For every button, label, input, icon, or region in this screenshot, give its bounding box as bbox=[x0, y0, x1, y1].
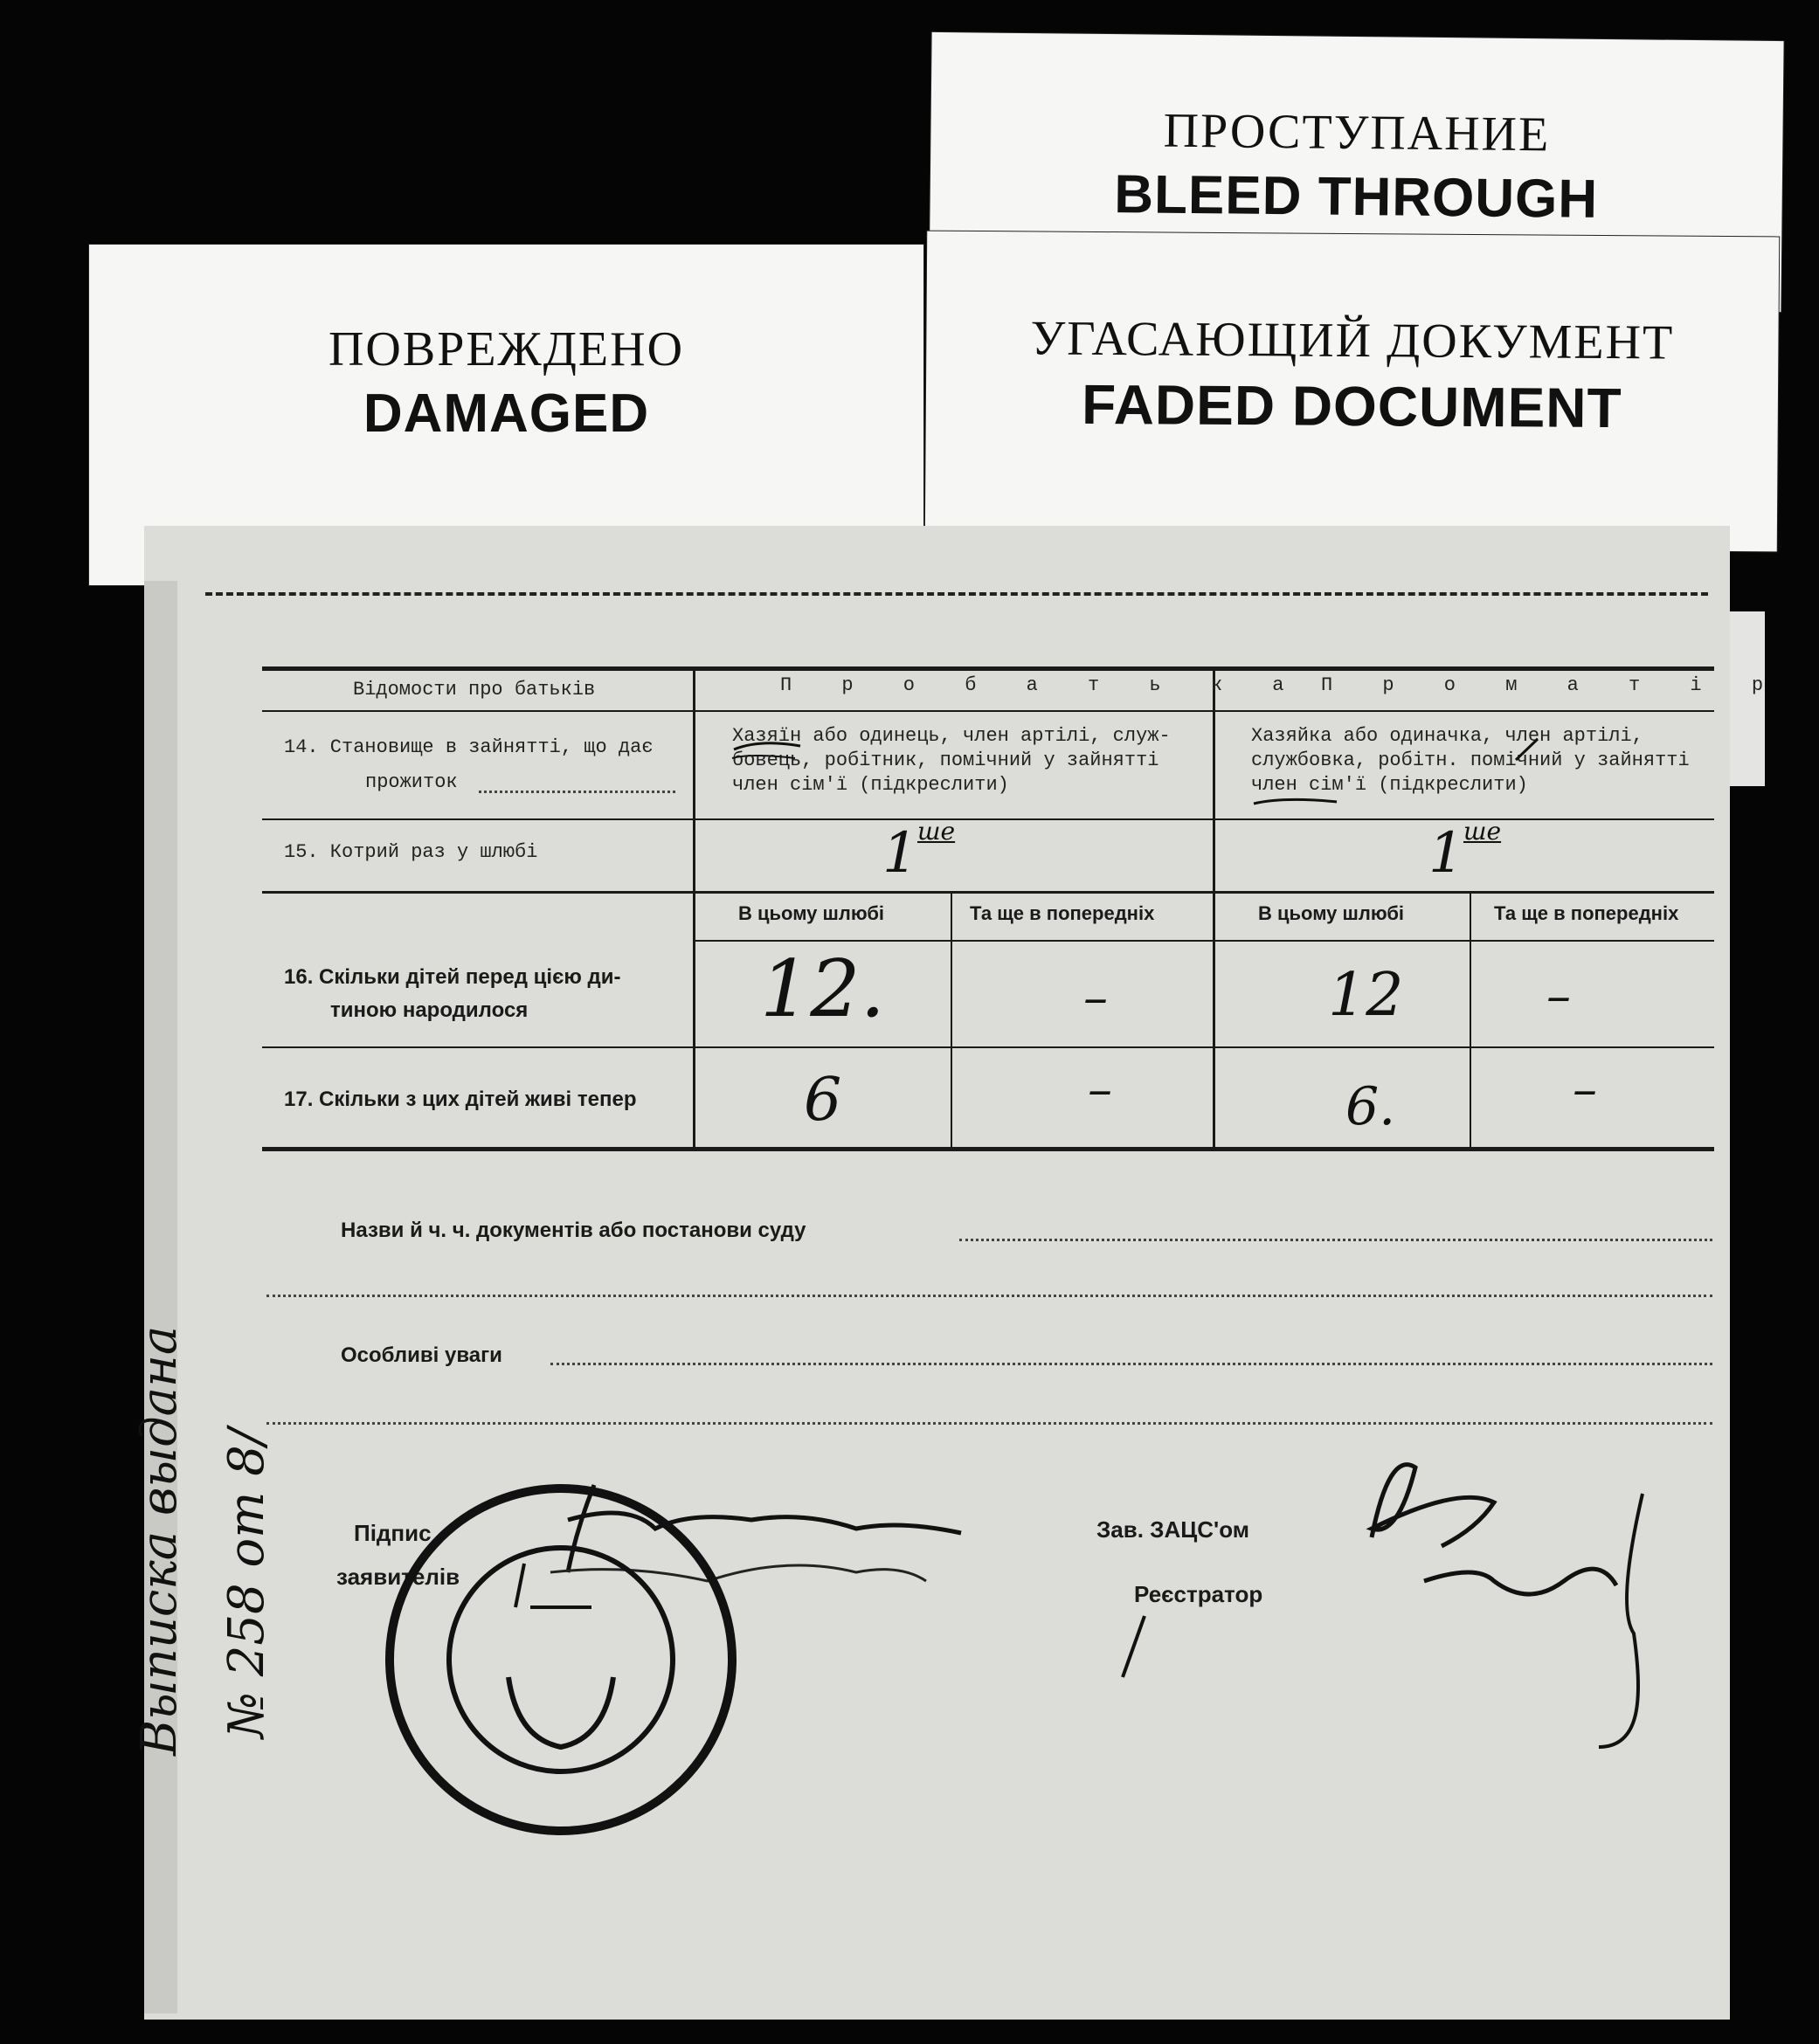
official-round-seal bbox=[377, 1476, 744, 1843]
documents-label: Назви й ч. ч. документів або постанови суду bbox=[341, 1219, 806, 1242]
subheader-mother-this: В цьому шлюбі bbox=[1258, 902, 1405, 924]
faded-ru: УГАСАЮЩИЙ ДОКУМЕНТ bbox=[1030, 311, 1675, 370]
table-top-rule bbox=[262, 666, 1714, 671]
header-rule bbox=[262, 710, 1714, 712]
header-mother: П р о м а т і р bbox=[1321, 674, 1783, 696]
header-father: П р о б а т ь к а bbox=[780, 674, 1304, 696]
row14-father-line1: Хазяїн або одинець, член артілі, служ- bbox=[732, 725, 1171, 747]
faded-card bbox=[925, 231, 1779, 552]
col-divider-1 bbox=[693, 671, 695, 1149]
row14-label: 14. Становище в зайнятті, що дає bbox=[284, 736, 654, 758]
row14-handwritten-underlines bbox=[725, 734, 1564, 812]
subheader-mother-prev: Та ще в попередніх bbox=[1494, 902, 1679, 924]
damaged-en: DAMAGED bbox=[363, 383, 650, 444]
subcol-divider-father bbox=[951, 893, 952, 1149]
subheader-father-this: В цьому шлюбі bbox=[738, 902, 885, 924]
row15-father-value: 1 bbox=[882, 821, 918, 886]
row17-mother-prev: – bbox=[1573, 1061, 1597, 1118]
remarks-line bbox=[550, 1363, 1712, 1365]
official-signatures bbox=[1110, 1433, 1669, 1764]
applicant-signature-label-line2: заявителів bbox=[336, 1564, 460, 1590]
row15-rule bbox=[262, 891, 1714, 894]
row16-mother-prev: – bbox=[1546, 968, 1571, 1025]
bleed-through-ru: ПРОСТУПАНИЕ bbox=[1163, 103, 1551, 162]
row17-father-this: 6 bbox=[804, 1066, 842, 1135]
applicant-signature-label: Підпис bbox=[354, 1520, 432, 1546]
perforation-line bbox=[205, 592, 1708, 596]
margin-note-line2: № 258 от 8/ bbox=[218, 1428, 275, 1738]
remarks-label: Особливі уваги bbox=[341, 1343, 502, 1367]
documents-line bbox=[959, 1239, 1712, 1241]
documents-line-2 bbox=[266, 1295, 1712, 1297]
row15-mother-suffix: ше bbox=[1463, 817, 1502, 846]
torn-left-edge bbox=[144, 581, 177, 2013]
row14-father-line3: член сім'ї (підкреслити) bbox=[732, 774, 1009, 796]
margin-note-line1: Выписка выдана bbox=[131, 1325, 188, 1756]
subheader-rule bbox=[695, 940, 1714, 942]
row14-mother-line2: службовка, робітн. помічний у зайнятті bbox=[1251, 749, 1690, 771]
damaged-ru: ПОВРЕЖДЕНО bbox=[328, 322, 685, 376]
row17-father-prev: – bbox=[1088, 1061, 1112, 1118]
row14-mother-line1: Хазяйка або одиначка, член артілі, bbox=[1251, 725, 1643, 747]
remarks-line-2 bbox=[266, 1422, 1712, 1425]
row14-father-line2: бовець, робітник, помічний у зайнятті bbox=[732, 749, 1159, 771]
row16-father-this: 12. bbox=[760, 943, 886, 1035]
header-parents-info: Відомости про батьків bbox=[353, 679, 596, 701]
row16-label-line2: тиною народилося bbox=[330, 998, 529, 1022]
table-bottom-rule bbox=[262, 1147, 1714, 1151]
row16-rule bbox=[262, 1046, 1714, 1048]
faded-en: FADED DOCUMENT bbox=[1081, 372, 1622, 440]
bleed-through-en: BLEED THROUGH bbox=[1113, 164, 1599, 230]
head-label: Зав. ЗАЦС'ом bbox=[1096, 1516, 1249, 1543]
row16-mother-this: 12 bbox=[1328, 961, 1404, 1030]
row16-father-prev: – bbox=[1083, 970, 1108, 1026]
row15-mother-value: 1 bbox=[1428, 821, 1464, 886]
subheader-father-prev: Та ще в попередніх bbox=[970, 902, 1155, 924]
row14-mother-line3: член сім'ї (підкреслити) bbox=[1251, 774, 1528, 796]
row15-father-suffix: ше bbox=[917, 817, 956, 846]
row14-label-line2: прожиток bbox=[365, 771, 458, 793]
row17-label: 17. Скільки з цих дітей живі тепер bbox=[284, 1088, 637, 1111]
subcol-divider-mother bbox=[1470, 893, 1471, 1149]
row16-label: 16. Скільки дітей перед цією ди- bbox=[284, 965, 621, 989]
row14-leader bbox=[479, 791, 675, 793]
registrar-label: Реєстратор bbox=[1134, 1581, 1263, 1607]
row17-mother-this: 6. bbox=[1345, 1076, 1396, 1137]
row15-label: 15. Котрий раз у шлюбі bbox=[284, 841, 538, 863]
